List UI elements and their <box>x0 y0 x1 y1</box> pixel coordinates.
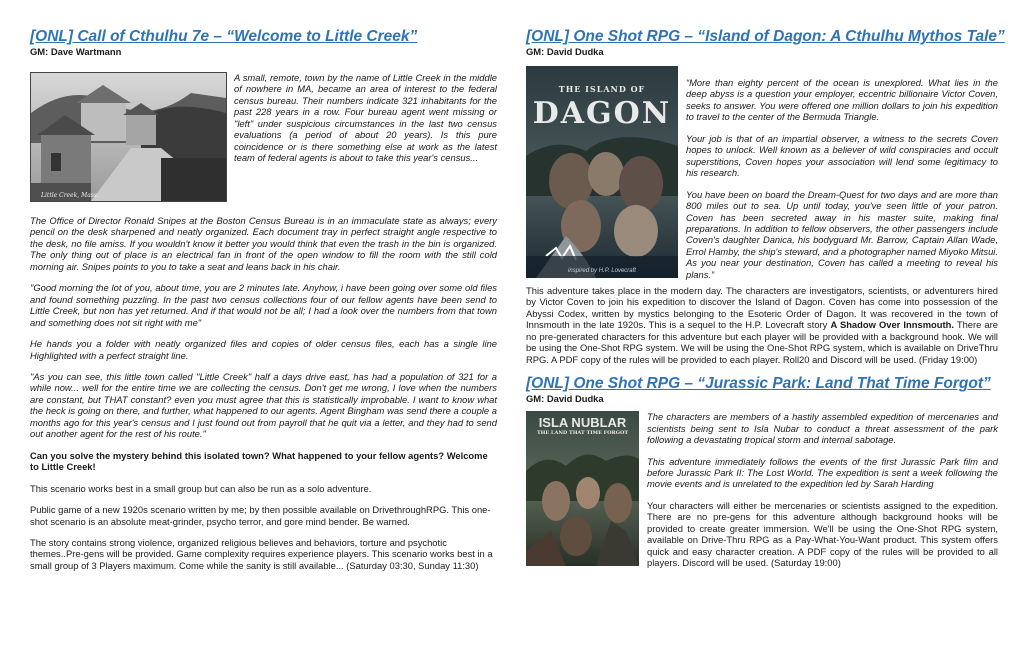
event-title-jurassic-park: [ONL] One Shot RPG – “Jurassic Park: Land That Time Forgot” <box>526 375 991 393</box>
scenario-warning: The story contains strong violence, organized religious believes and behaviors, torture and psychotic themes..Pre-gens will be provided. Game complexity requires experience players. This scenario works best in a small group of 3 Players maximum. Come while the sanity is still available... (Saturday 03:30, Sunday 11:30) <box>30 536 493 571</box>
event-title-little-creek: [ONL] Call of Cthulhu 7e – “Welcome to Little Creek” <box>30 28 418 45</box>
scenario-paragraph-1: The Office of Director Ronald Snipes at the Boston Census Bureau is in an immaculate state as always; every pencil on the desk sharpened and neatly organized. Each document tray in perfect straight angle respective to the desk, no file amiss. If you wouldn't know it better you would think that even the trash in the bin is organized. The only thing out of place is an electrical fan in front of the open window to fill the room with the still cold morning air. Snipes points to you to take a seat and leans back in his chair. <box>30 215 497 272</box>
gm-name: GM: David Dudka <box>526 46 604 57</box>
scenario-paragraph-3: He hands you a folder with neatly organized files and copies of older census files, each has a single line Highlighted with a perfect straight line. <box>30 338 497 361</box>
little-creek-photo <box>30 72 227 202</box>
jp-poster-subtitle: THE LAND THAT TIME FORGOT <box>536 430 629 437</box>
jp-quote-1: The characters are members of a hastily assembled expedition of mercenaries and scientists being sent to Isla Nubar to conduct a threat assessment of the park following a devastating tropical storm and internal sabotage. <box>647 411 998 446</box>
gm-name: GM: David Dudka <box>526 393 604 405</box>
jurassic-park-poster <box>526 411 639 566</box>
gm-name: GM: Dave Wartmann <box>30 46 122 57</box>
jp-quote-2: This adventure immediately follows the events of the first Jurassic Park film and before Jurassic Park II: The Lost World. The expedition is sent a week following the movie events and is unrelated to the expedition led by Sarah Harding <box>647 455 998 490</box>
jp-poster-title: ISLA NUBLAR <box>538 415 627 431</box>
left-column <box>30 28 497 571</box>
old-town-photo-image <box>31 73 226 201</box>
dagon-description <box>526 285 998 365</box>
dagon-quote-3: You have been on board the Dream-Quest for two days and are more than 800 miles out to sea. Up until today, you've seen little of your patron. Coven has been secreted away in his master suite, making final preparations. In addition to fellow observers, the other passengers include Coven's daughter Danica, his bodyguard Mr. Barrow, Captain Allan Wade, Errol Hamby, the ship's steward, and a photographer named Miyoko Mitsui. As you near your destination, Coven has called a meeting to reveal his plans.” <box>686 188 998 280</box>
intro-text: A small, remote, town by the name of Little Creek in the middle of nowhere in MA, became an area of interest to the federal census bureau. Their numbers indicate 321 inhabitants for the past 228 years in a row. Four bureau agent went missing or "left" under suspicious circumstances in the last two census evaluations (a period of about 20 years). Is this pure coincidence or is there something else at work as the latest team of federal agents is about to take this year's census... <box>234 72 497 164</box>
poster-credit: inspired by H.P. Lovecraft <box>568 268 636 274</box>
dagon-description-rest: There are no pre-generated characters for this adventure but each player will be provided with a background hook. We will be using the One-Shot RPG system. We will be using the One-Shot RPG system, which is available on DriveThru RPG. A PDF copy of the rules will be provided to each player. Roll20 and Discord will be used. (Friday 19:00) <box>526 319 998 365</box>
event-title-island-of-dagon: [ONL] One Shot RPG – “Island of Dagon: A Cthulhu Mythos Tale” <box>526 28 1005 45</box>
dagon-story-title: A Shadow Over Innsmouth. <box>830 319 954 331</box>
scenario-paragraph-4: "As you can see, this little town called "Little Creek" half a days drive east, has had a population of 321 for a while now... well for the entire time we are collecting the census. Don't get me wrong, I love when the numbers are constant, but THAT constant? even you must agree that this is statistically improbable. I want to know what the heck is going on there, and further, what happened to our agents. Agent Bingham was send there a couple a months ago for this year's census and I just found out from payroll that he quit via a letter, and they had to send out another agent for the rest of his route." <box>30 370 497 440</box>
scenario-public-game: Public game of a new 1920s scenario written by me; by then possible available on DrivethroughRPG. This one-shot scenario is an absolute meat-grinder, psycho terror, and gore mind bender. Be warned. <box>30 504 491 527</box>
island-of-dagon-poster <box>526 66 678 278</box>
dagon-quote-2: Your job is that of an impartial observer, a witness to the secrets Coven hopes to unlock. Well known as a believer of wild conspiracies and occult superstitions, Coven hopes your association will lend some legitimacy to his research. <box>686 132 998 179</box>
dagon-description-text: This adventure takes place in the modern day. The characters are investigators, scientists, or adventurers hired by Victor Coven to join his expedition to discover the Island of Dagon. Coven has come into possession of the Abyssi Codex, written by mystics belonging to the Esoteric Order of Dagon. It was recovered in the town of Innsmouth in the late 1920s. This is a sequel to the H.P. Lovecraft story <box>526 285 998 331</box>
scenario-group-note: This scenario works best in a small group but can also be run as a solo adventure. <box>30 482 372 494</box>
photo-caption: Little Creek, Mass. <box>41 192 99 199</box>
poster-title-small: THE ISLAND OF <box>558 84 646 94</box>
scenario-question: Can you solve the mystery behind this isolated town? What happened to your fellow agents? Welcome to Little Creek! <box>30 449 488 473</box>
poster-title-large: DAGON <box>532 96 672 131</box>
dagon-quote-1: “More than eighty percent of the ocean is unexplored. What lies in the deep abyss is a question your employer, eccentric billionaire Victor Coven, seeks to answer. You were offered one million dollars to join his expedition to travel to the center of the Bermuda Triangle. <box>686 77 998 123</box>
scenario-paragraph-2: "Good morning the lot of you, about time, you are 2 minutes late. Anyhow, i have been going over some old files and found something puzzling. In the past two census collections four of our fellow agents have been send to Little Creek, but non has yet returned. And if that would not be all; I had a look over the numbers from that town and something does not sit right with me" <box>30 282 497 328</box>
right-column <box>526 28 1005 570</box>
jp-description: Your characters will either be mercenaries or scientists assigned to the expedition. There are no pre-gens for this adventure although background hooks will be provided to create greater immersion. We'll be using the One-Shot RPG system, available on Drive-Thru RPG as a Pay-What-You-Want product. This system offers quick and easy character creation. A PDF copy of the rules will be provided to all players. Discord will be used. (Saturday 19:00) <box>647 499 998 569</box>
